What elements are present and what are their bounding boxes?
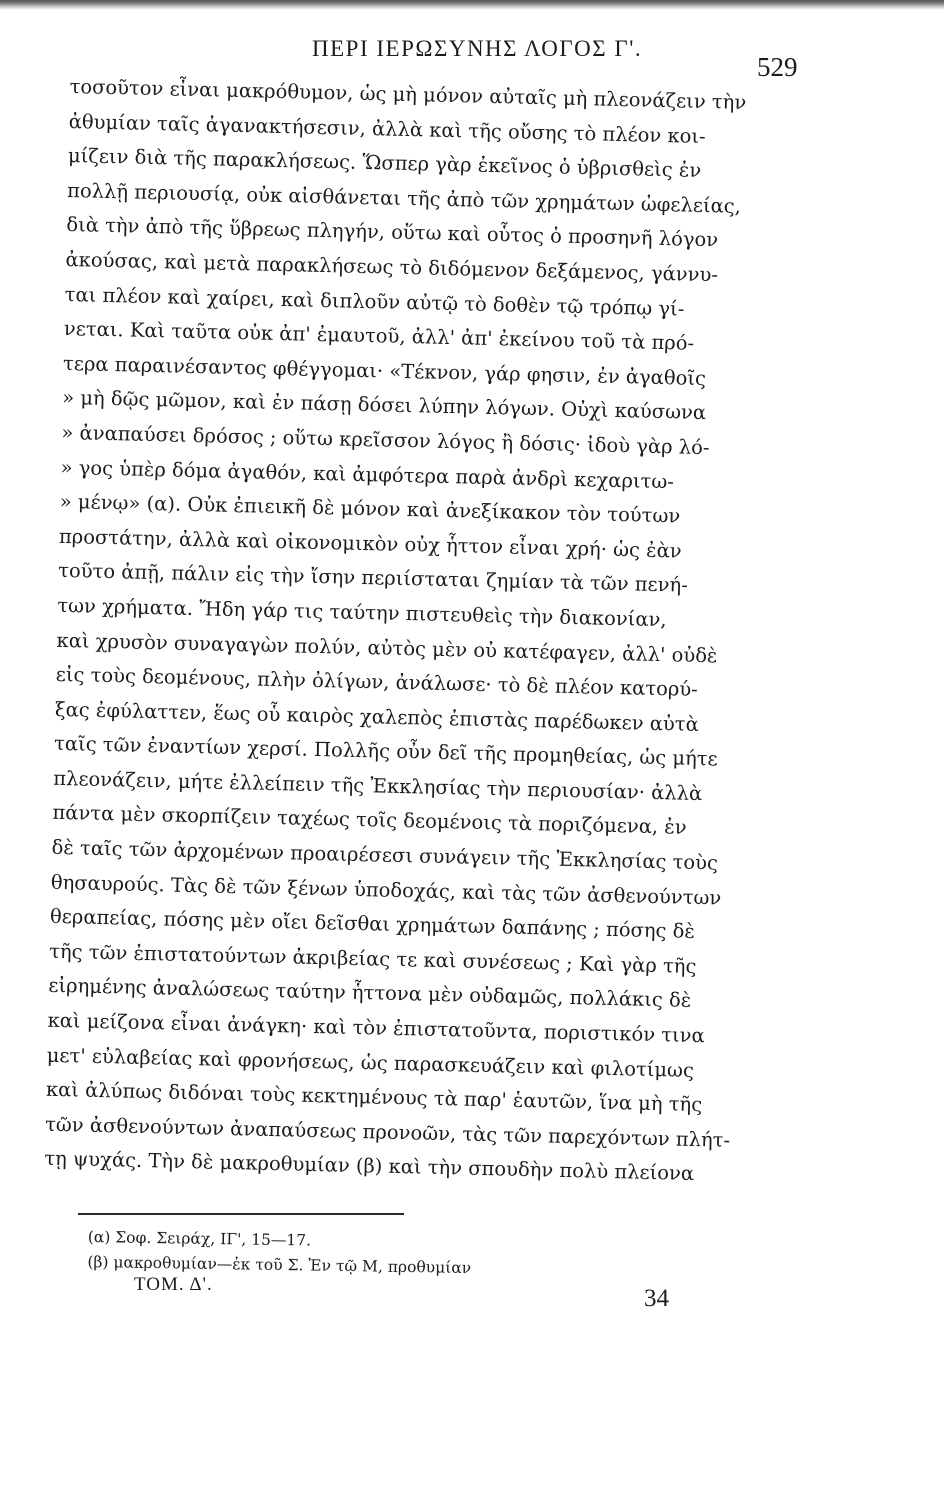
text-line: τῶν ἀσθενούντων ἀναπαύσεως προνοῶν, τὰς τῶν παρεχόντων πλήτ- bbox=[44, 1112, 731, 1152]
running-head bbox=[0, 28, 944, 82]
text-line: τῆς τῶν ἐπιστατούντων ἀκριβείας τε καὶ συνέσεως ; Καὶ γὰρ τῆς bbox=[48, 939, 697, 978]
body-text bbox=[43, 70, 800, 1247]
volume-mark: ΤΟΜ. Δ'. bbox=[134, 1274, 213, 1295]
text-line: » μὴ δῷς μῶμον, καὶ ἐν πάσῃ δόσει λύπην λόγων. Οὐχὶ καύσωνα bbox=[62, 386, 707, 425]
text-line: τοῦτο ἀπῇ, πάλιν εἰς τὴν ἴσην περιίσταται ζημίαν τὰ τῶν πενή- bbox=[57, 559, 689, 598]
text-line: » μένῳ» (α). Οὐκ ἐπιεικῆ δὲ μόνον καὶ ἀνεξίκακον τὸν τούτων bbox=[59, 490, 681, 528]
text-line: εἰρημένης ἀναλώσεως ταύτην ἧττονα μὲν οὐδαμῶς, πολλάκις δὲ bbox=[48, 974, 692, 1013]
text-line: ἀκούσας, καὶ μετὰ παρακλήσεως τὸ διδόμενον δεξάμενος, γάννυ- bbox=[65, 247, 719, 287]
text-line: ταῖς τῶν ἐναντίων χερσί. Πολλῆς οὖν δεῖ τῆς προμηθείας, ὡς μήτε bbox=[53, 732, 718, 771]
footnote-beta: (β) μακροθυμίαν—ἐκ τοῦ Σ. Ἐν τῷ Μ, προθυμίαν bbox=[87, 1252, 472, 1278]
text-line: εἰς τοὺς δεομένους, πλὴν ὀλίγων, ἀνάλωσε· τὸ δὲ πλέον κατορύ- bbox=[55, 662, 699, 702]
text-line: καὶ χρυσὸν συναγαγὼν πολύν, αὐτὸς μὲν οὐ κατέφαγεν, ἀλλ' οὐδὲ bbox=[56, 628, 718, 667]
text-line: τοσοῦτον εἶναι μακρόθυμον, ὡς μὴ μόνον αὐταῖς μὴ πλεονάζειν τὴν bbox=[69, 74, 747, 114]
text-line: νεται. Καὶ ταῦτα οὐκ ἀπ' ἐμαυτοῦ, ἀλλ' ἀπ' ἐκείνου τοῦ τὰ πρό- bbox=[63, 317, 695, 355]
text-line: δὲ ταῖς τῶν ἀρχομένων προαιρέσεσι συνάγειν τῆς Ἐκκλησίας τοὺς bbox=[51, 835, 719, 875]
text-line: πάντα μὲν σκορπίζειν ταχέως τοῖς δεομένοις τὰ ποριζόμενα, ἐν bbox=[52, 801, 687, 840]
text-line: καὶ μείζονα εἶναι ἀνάγκη· καὶ τὸν ἐπιστατοῦντα, ποριστικόν τινα bbox=[47, 1008, 705, 1048]
running-title: ΠΕΡΙ ΙΕΡΩΣΥΝΗΣ ΛΟΓΟΣ Γ'. bbox=[312, 36, 643, 61]
text-line: ται πλέον καὶ χαίρει, καὶ διπλοῦν αὐτῷ τὸ δοθὲν τῷ τρόπῳ γί- bbox=[64, 282, 685, 321]
text-line: ἀθυμίαν ταῖς ἀγανακτήσεσιν, ἀλλὰ καὶ τῆς οὔσης τὸ πλέον κοι- bbox=[68, 109, 706, 148]
text-line: θεραπείας, πόσης μὲν οἴει δεῖσθαι χρημάτων δαπάνης ; πόσης δὲ bbox=[49, 905, 696, 944]
page-number: 529 bbox=[757, 52, 798, 82]
text-line: διὰ τὴν ἀπὸ τῆς ὕβρεως πληγήν, οὕτω καὶ οὗτος ὁ προσηνῆ λόγον bbox=[66, 213, 719, 252]
text-line: καὶ ἀλύπως διδόναι τοὺς κεκτημένους τὰ παρ' ἑαυτῶν, ἵνα μὴ τῆς bbox=[45, 1077, 703, 1117]
text-line: τῃ ψυχάς. Τὴν δὲ μακροθυμίαν (β) καὶ τὴν σπουδὴν πολὺ πλείονα bbox=[44, 1147, 695, 1186]
text-line: θησαυρούς. Τὰς δὲ τῶν ξένων ὑποδοχάς, καὶ τὰς τῶν ἀσθενούντων bbox=[50, 870, 722, 910]
signature-mark: 34 bbox=[644, 1285, 669, 1312]
text-line: των χρήματα. Ἤδη γάρ τις ταύτην πιστευθεὶς τὴν διακονίαν, bbox=[57, 593, 667, 632]
text-line: » γος ὑπὲρ δόμα ἀγαθόν, καὶ ἀμφότερα παρὰ ἀνδρὶ κεχαριτω- bbox=[60, 455, 675, 493]
footnote-rule bbox=[78, 1213, 404, 1215]
text-line: μίζειν διὰ τῆς παρακλήσεως. Ὥσπερ γὰρ ἐκεῖνος ὁ ὑβρισθεὶς ἐν bbox=[67, 144, 702, 183]
text-line: » ἀναπαύσει δρόσος ; οὕτω κρεῖσσον λόγος ἢ δόσις· ἰδοὺ γὰρ λό- bbox=[61, 420, 710, 460]
text-line: μετ' εὐλαβείας καὶ φρονήσεως, ὡς παρασκευάζειν καὶ φιλοτίμως bbox=[46, 1043, 695, 1082]
footnote-alpha: (α) Σοφ. Σειράχ, ΙΓ', 15—17. bbox=[87, 1227, 312, 1250]
text-line: ξας ἐφύλαττεν, ἕως οὗ καιρὸς χαλεπὸς ἐπιστὰς παρέδωκεν αὐτὰ bbox=[54, 697, 700, 736]
text-line: πολλῇ περιουσίᾳ, οὐκ αἰσθάνεται τῆς ἀπὸ τῶν χρημάτων ὠφελείας, bbox=[66, 178, 742, 218]
text-line: πλεονάζειν, μήτε ἐλλείπειν τῆς Ἐκκλησίας τὴν περιουσίαν· ἀλλὰ bbox=[53, 766, 703, 805]
scan-top-edge bbox=[0, 0, 944, 10]
text-line: τερα παραινέσαντος φθέγγομαι· «Τέκνον, γάρ φησιν, ἐν ἀγαθοῖς bbox=[62, 351, 707, 390]
text-line: προστάτην, ἀλλὰ καὶ οἰκονομικὸν οὐχ ἧττον εἶναι χρή· ὡς ἐὰν bbox=[58, 524, 682, 563]
